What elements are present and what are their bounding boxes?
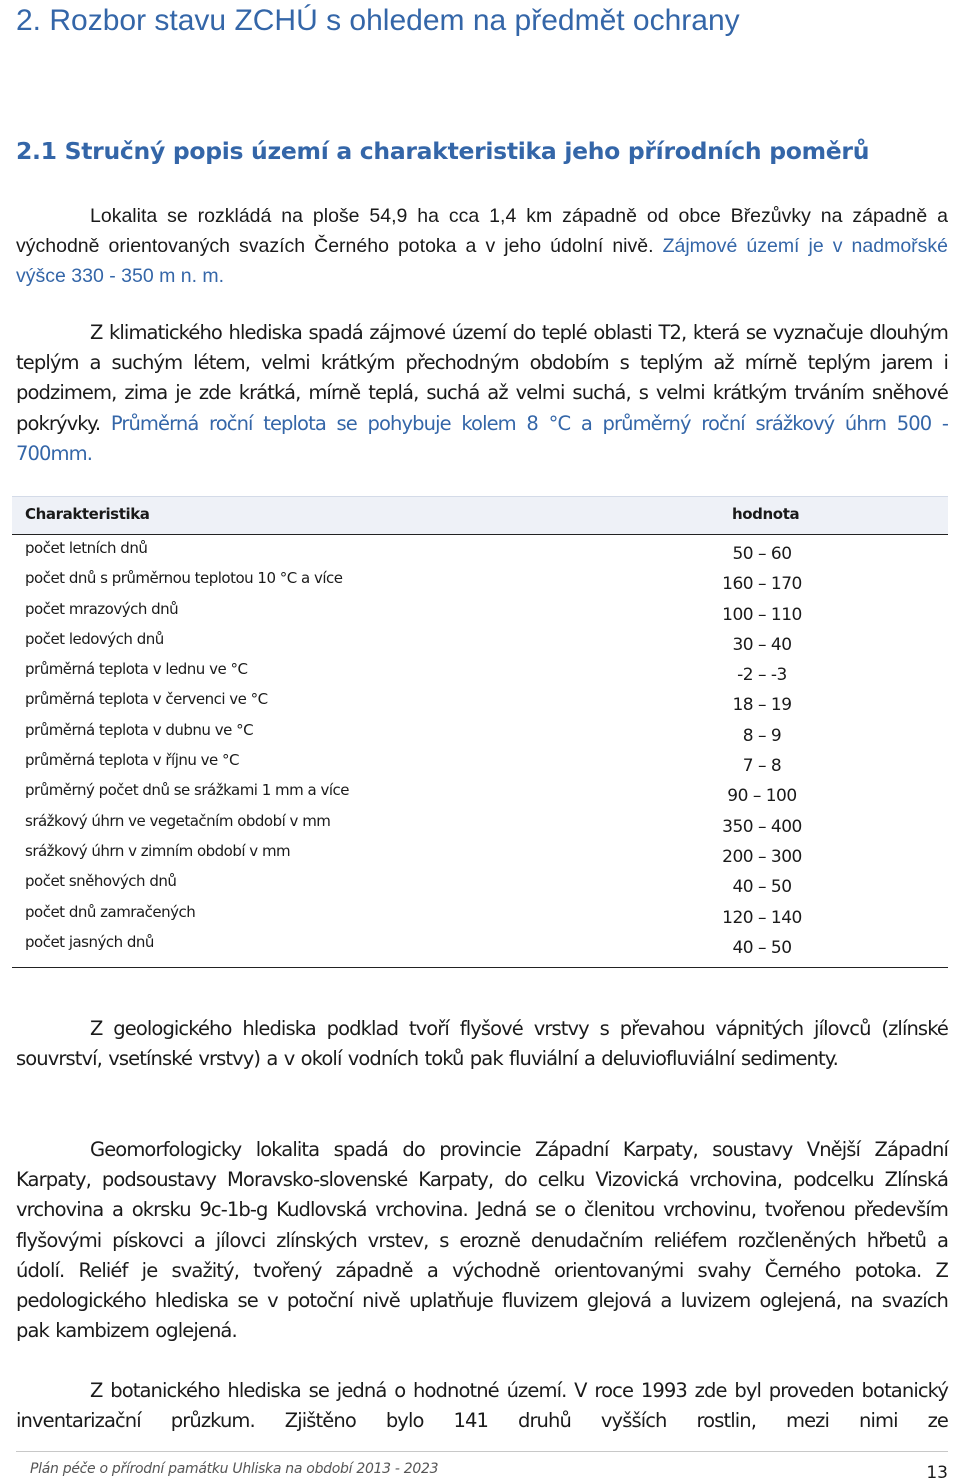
table-header-value: hodnota xyxy=(732,505,800,523)
table-cell-characteristic: počet ledových dnů xyxy=(25,629,164,648)
table-row xyxy=(12,838,948,868)
table-row xyxy=(12,868,948,898)
table-cell-characteristic: průměrná teplota v dubnu ve °C xyxy=(25,720,254,739)
page-number: 13 xyxy=(926,1463,948,1483)
table-row xyxy=(12,808,948,838)
table-cell-value: 40 – 50 xyxy=(732,877,792,898)
table-row xyxy=(12,717,948,747)
table-cell-value: 30 – 40 xyxy=(732,634,792,655)
paragraph-climate xyxy=(16,318,948,469)
table-cell-characteristic: průměrný počet dnů se srážkami 1 mm a více xyxy=(25,781,350,800)
table-row xyxy=(12,656,948,686)
footer-divider xyxy=(16,1451,948,1452)
table-cell-value: 90 – 100 xyxy=(727,786,797,807)
table-row xyxy=(12,596,948,626)
table-row xyxy=(12,899,948,929)
climate-table xyxy=(12,496,948,968)
table-cell-value: 7 – 8 xyxy=(742,756,782,777)
table-cell-value: 100 – 110 xyxy=(722,604,802,625)
table-cell-value: 350 – 400 xyxy=(722,816,802,837)
table-row xyxy=(12,929,948,959)
table-cell-characteristic: počet jasných dnů xyxy=(25,932,154,951)
paragraph-geomorphology xyxy=(16,1135,948,1346)
table-cell-characteristic: průměrná teplota v červenci ve °C xyxy=(25,690,268,709)
table-cell-value: 40 – 50 xyxy=(732,937,792,958)
paragraph-climate-temperature: Průměrná roční teplota se pohybuje kolem 8 °C a průměrný roční srážkový úhrn 500 - 700mm. xyxy=(16,411,949,465)
table-cell-characteristic: počet mrazových dnů xyxy=(25,599,179,618)
section-heading: 2.1 Stručný popis území a charakteristika jeho přírodních poměrů xyxy=(16,137,870,165)
table-row xyxy=(12,565,948,595)
table-cell-characteristic: průměrná teplota v lednu ve °C xyxy=(25,660,248,679)
table-header-characteristic: Charakteristika xyxy=(25,505,150,523)
table-header xyxy=(12,496,948,535)
paragraph-climate-text: Z klimatického hlediska spadá zájmové území do teplé oblasti T2, která se vyznačuje dlouhým teplým a suchým létem, velmi krátkým přechodným obdobím s teplým až mírně teplým jarem i podzimem, zima je zde krátká, mírně teplá, suchá až velmi suchá, s velmi krátkým trváním sněhové pokrývky. xyxy=(16,321,948,435)
table-cell-value: 50 – 60 xyxy=(732,544,792,564)
table-cell-characteristic: srážkový úhrn ve vegetačním období v mm xyxy=(25,811,331,830)
table-row xyxy=(12,686,948,716)
table-row xyxy=(12,747,948,777)
table-row xyxy=(12,535,948,565)
table-cell-characteristic: počet letních dnů xyxy=(25,539,148,557)
table-bottom-rule xyxy=(12,959,948,968)
table-body xyxy=(12,535,948,959)
table-cell-value: -2 – -3 xyxy=(737,665,787,686)
table-cell-value: 160 – 170 xyxy=(722,574,802,595)
table-cell-characteristic: počet sněhových dnů xyxy=(25,872,177,891)
table-cell-value: 18 – 19 xyxy=(732,695,792,716)
footer-text: Plán péče o přírodní památku Uhliska na období 2013 - 2023 xyxy=(30,1461,439,1477)
page-heading: 2. Rozbor stavu ZCHÚ s ohledem na předmět ochrany xyxy=(16,4,740,37)
table-cell-characteristic: počet dnů s průměrnou teplotou 10 °C a více xyxy=(25,569,343,588)
paragraph-location-altitude: Zájmové území je v nadmořské výšce 330 - 350 m n. m. xyxy=(16,235,948,288)
table-cell-characteristic: srážkový úhrn v zimním období v mm xyxy=(25,841,291,860)
table-cell-value: 8 – 9 xyxy=(742,725,782,746)
paragraph-location-text: Lokalita se rozkládá na ploše 54,9 ha cca 1,4 km západně od obce Březůvky na západně a východně orientovaných svazích Černého potoka a v jeho údolní nivě. xyxy=(16,205,948,258)
paragraph-botany-text: Z botanického hlediska se jedná o hodnotné území. V roce 1993 zde byl proveden botanický inventarizační průzkum. Zjištěno bylo 141 druhů vyšších rostlin, mezi nimi ze xyxy=(16,1379,948,1433)
paragraph-geomorphology-text: Geomorfologicky lokalita spadá do provincie Západní Karpaty, soustavy Vnější Západní Karpaty, podsoustavy Moravsko-slovenské Karpaty, do celku Vizovická vrchovina, podcelku Zlínská vrchovina a okrsku 9c-1b-g Kudlovská vrchovina. Jedná se o členitou vrchovinu, tvořenou především flyšovými pískovci a jílovci zlínských vrstev, s erozně denudačním reliéfem rozčleněných hřbetů a údolí. Reliéf je svažitý, tvořený západně a východně orientovanými svahy Černého potoka. Z pedologického hlediska se v potoční nivě uplatňuje fluvizem glejová a luvizem oglejená, na svazích pak kambizem oglejená. xyxy=(16,1138,948,1343)
paragraph-botany xyxy=(16,1376,948,1436)
paragraph-location xyxy=(16,201,948,292)
table-cell-characteristic: počet dnů zamračených xyxy=(25,902,196,921)
table-cell-value: 200 – 300 xyxy=(722,846,802,867)
table-cell-characteristic: průměrná teplota v říjnu ve °C xyxy=(25,751,239,770)
paragraph-geology-text: Z geologického hlediska podklad tvoří flyšové vrstvy s převahou vápnitých jílovců (zlínské souvrství, vsetínské vrstvy) a v okolí vodních toků pak fluviální a deluviofluviální sedimenty. xyxy=(16,1017,948,1071)
table-row xyxy=(12,777,948,807)
table-cell-value: 120 – 140 xyxy=(722,907,802,928)
table-row xyxy=(12,626,948,656)
paragraph-geology xyxy=(16,1014,948,1074)
